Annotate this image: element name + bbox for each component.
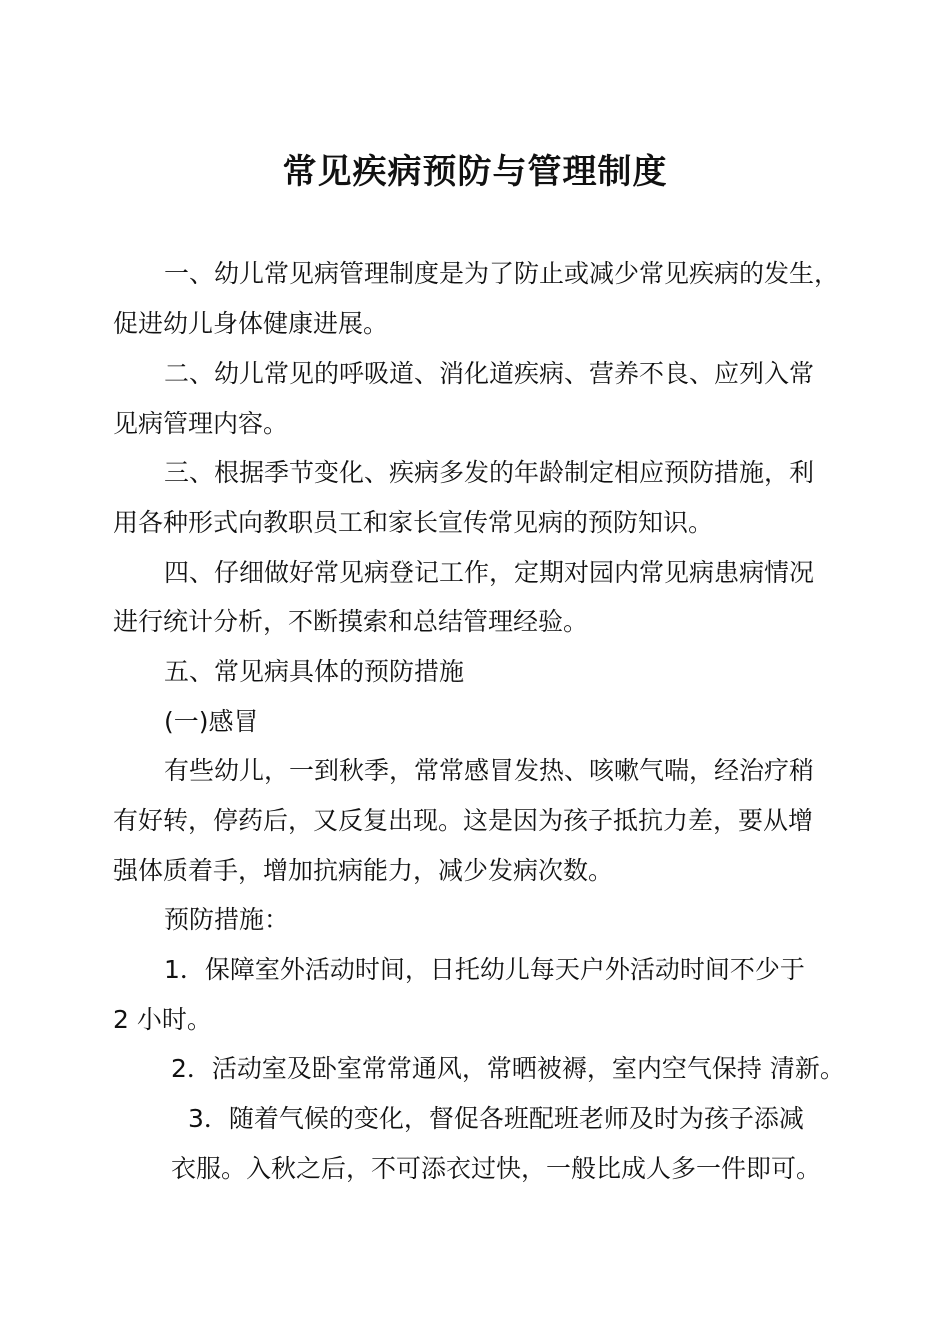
- section-heading: 五、常见病具体的预防措施: [164, 657, 465, 686]
- list-item: 1．保障室外活动时间，日托幼儿每天户外活动时间不少于: [164, 955, 805, 984]
- paragraph-line: 有好转，停药后，又反复出现。这是因为孩子抵抗力差，要从增: [113, 806, 814, 835]
- paragraph-line: 有些幼儿，一到秋季，常常感冒发热、咳嗽气喘，经治疗稍: [164, 756, 815, 785]
- paragraph-line: 二、幼儿常见的呼吸道、消化道疾病、营养不良、应列入常: [164, 359, 815, 388]
- list-item: 3．随着气候的变化，督促各班配班老师及时为孩子添减: [188, 1104, 804, 1133]
- subsection-heading: (一)感冒: [164, 707, 259, 736]
- list-item-continued: 衣服。入秋之后，不可添衣过快，一般比成人多一件即可。: [171, 1154, 822, 1183]
- paragraph-line: 见病管理内容。: [113, 409, 289, 438]
- paragraph-line: 强体质着手，增加抗病能力，减少发病次数。: [113, 856, 614, 885]
- paragraph-line: 进行统计分析，不断摸索和总结管理经验。: [113, 607, 589, 636]
- paragraph-line: 一、幼儿常见病管理制度是为了防止或减少常见疾病的发生，: [164, 259, 840, 288]
- list-item: 2．活动室及卧室常常通风，常晒被褥，室内空气保持 清新。: [171, 1054, 845, 1083]
- page-title: 常见疾病预防与管理制度: [282, 152, 668, 192]
- list-heading: 预防措施：: [164, 905, 290, 934]
- paragraph-line: 用各种形式向教职员工和家长宣传常见病的预防知识。: [113, 508, 714, 537]
- paragraph-line: 三、根据季节变化、疾病多发的年龄制定相应预防措施，利: [164, 458, 815, 487]
- list-item-continued: 2 小时。: [113, 1005, 212, 1034]
- paragraph-line: 促进幼儿身体健康进展。: [113, 309, 389, 338]
- paragraph-line: 四、仔细做好常见病登记工作，定期对园内常见病患病情况: [164, 558, 815, 587]
